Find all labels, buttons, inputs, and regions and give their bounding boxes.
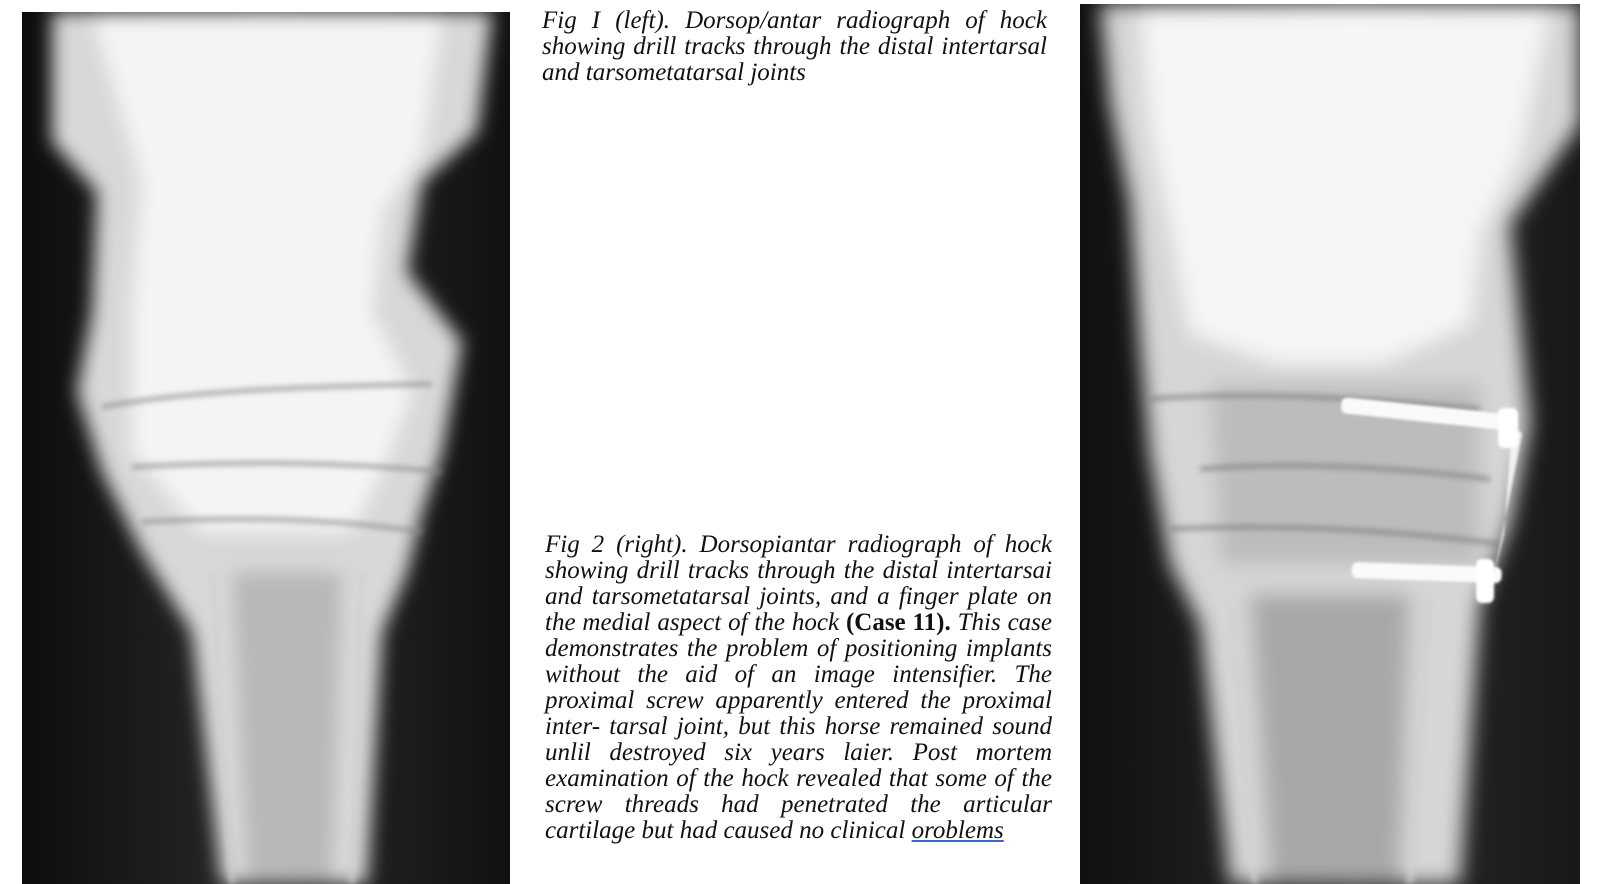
- caption-fig2-last-word: oroblems: [911, 817, 1004, 844]
- caption-fig2: [545, 532, 1052, 844]
- case-reference: (Case 11).: [845, 609, 951, 636]
- caption-fig2-body: This case demonstrates the problem of positioning implants without the aid of an image intensifier. The proximal screw apparently entered the proximal inter- tarsal joint, but this horse remained sound unlil destroyed six years laier. Post mortem examination of the hock revealed that some of the screw threads had penetrated the articular cartilage but had caused no clinical: [545, 609, 1053, 844]
- radiograph-fig2: [1080, 4, 1580, 884]
- caption-fig1: Fig I (left). Dorsop/antar radiograph of hock showing drill tracks through the distal intertarsal and tarsometatarsal joints: [542, 7, 1047, 86]
- caption-fig2-lead: Fig 2 (right). Dorsopiantar radiograph of hock showing drill tracks through the distal intertarsai and tarsometatarsal joints, and a finger plate on the medial aspect of the hock: [545, 531, 1052, 636]
- radiograph-fig1: [22, 12, 510, 884]
